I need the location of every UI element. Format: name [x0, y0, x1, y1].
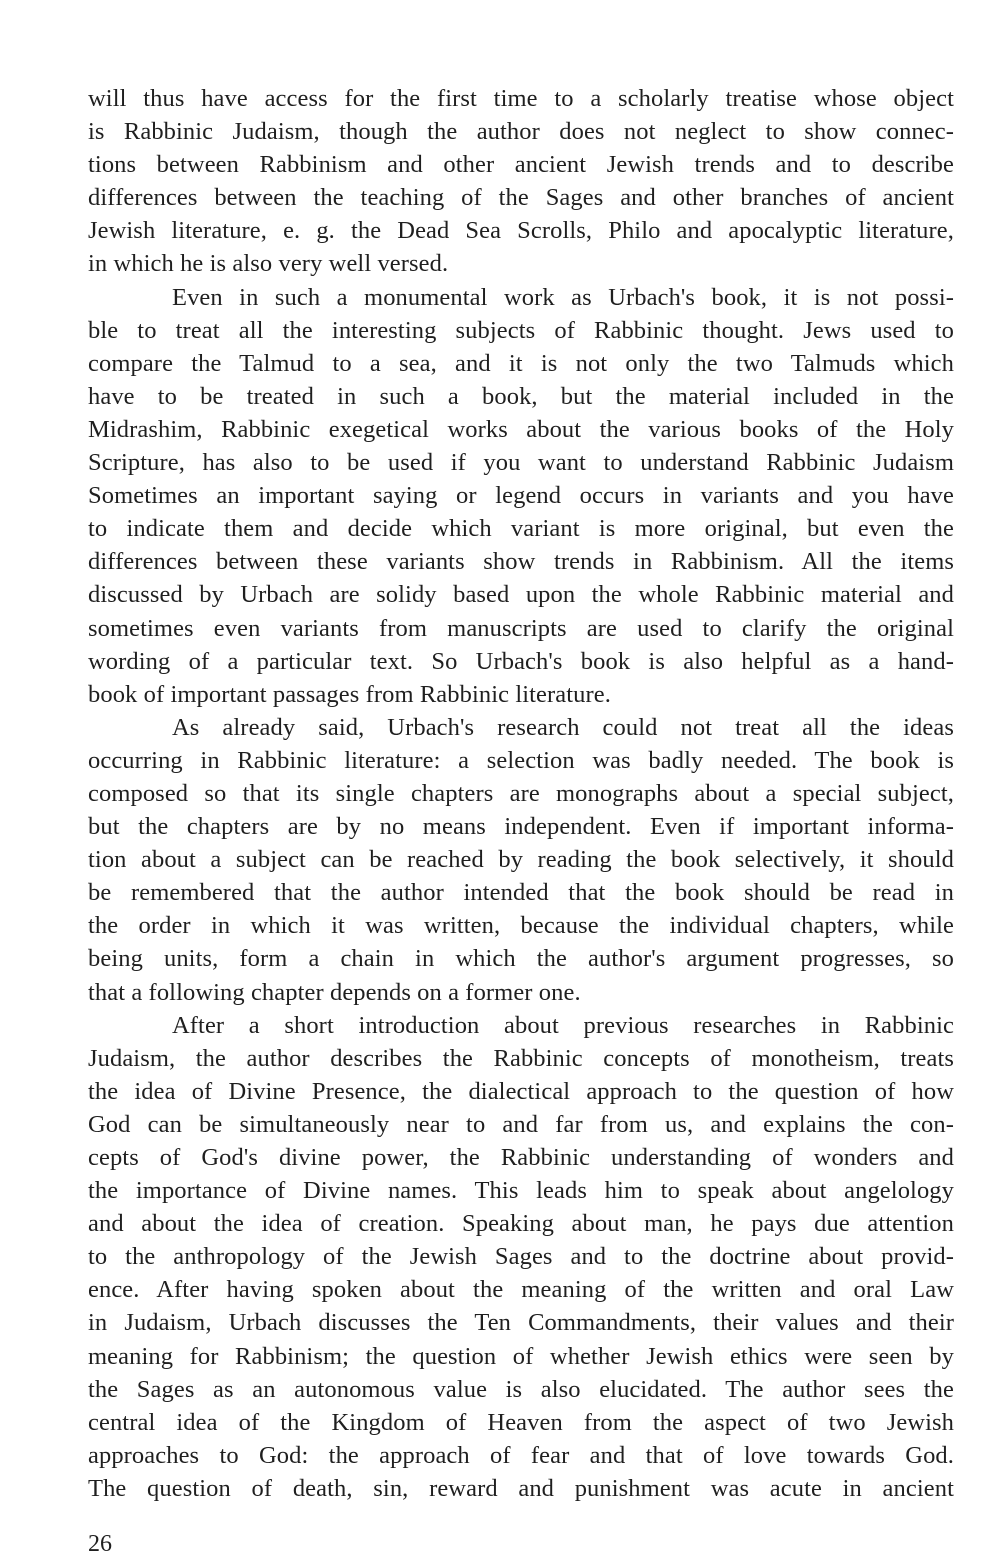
text-line: the idea of Divine Presence, the dialectical approach to the question of how	[88, 1077, 954, 1105]
text-line: tions between Rabbinism and other ancient Jewish trends and to describe	[88, 151, 954, 179]
text-line: have to be treated in such a book, but the material included in the	[88, 382, 954, 410]
paragraph-4	[88, 1009, 954, 1505]
text-line: compare the Talmud to a sea, and it is not only the two Talmuds which	[88, 349, 954, 377]
text-line: the order in which it was written, because the individual chapters, while	[88, 912, 954, 940]
page-body	[88, 82, 954, 1505]
text-line: discussed by Urbach are solidy based upon the whole Rabbinic material and	[88, 581, 954, 609]
text-line: wording of a particular text. So Urbach's book is also helpful as a hand-	[88, 647, 954, 675]
text-line: sometimes even variants from manuscripts are used to clarify the original	[88, 614, 954, 642]
text-line: The question of death, sin, reward and punishment was acute in ancient	[88, 1474, 954, 1502]
text-line: will thus have access for the first time to a scholarly treatise whose object	[88, 85, 954, 112]
text-line: to indicate them and decide which variant is more original, but even the	[88, 515, 954, 543]
page-number: 26	[88, 1531, 112, 1557]
text-line: Scripture, has also to be used if you want to understand Rabbinic Judaism	[88, 449, 954, 477]
text-line: ence. After having spoken about the meaning of the written and oral Law	[88, 1276, 954, 1304]
text-line: the Sages as an autonomous value is also elucidated. The author sees the	[88, 1375, 954, 1403]
text-line: in which he is also very well versed.	[88, 250, 449, 278]
text-line: meaning for Rabbinism; the question of whether Jewish ethics were seen by	[88, 1342, 954, 1370]
text-line: is Rabbinic Judaism, though the author does not neglect to show connec-	[88, 118, 954, 146]
text-line: As already said, Urbach's research could not treat all the ideas	[172, 713, 954, 741]
text-line: God can be simultaneously near to and far from us, and explains the con-	[88, 1110, 954, 1138]
text-line: After a short introduction about previous researches in Rabbinic	[172, 1011, 954, 1039]
text-line: differences between the teaching of the Sages and other branches of ancient	[88, 184, 954, 212]
text-line: to the anthropology of the Jewish Sages and to the doctrine about provid-	[88, 1243, 954, 1271]
text-line: approaches to God: the approach of fear and that of love towards God.	[88, 1441, 954, 1469]
text-line: differences between these variants show trends in Rabbinism. All the items	[88, 548, 954, 576]
paragraph-1	[88, 82, 954, 281]
paragraph-2	[88, 281, 954, 711]
text-line: book of important passages from Rabbinic literature.	[88, 680, 611, 708]
text-line: Jewish literature, e. g. the Dead Sea Scrolls, Philo and apocalyptic literature,	[88, 217, 954, 245]
text-line: the importance of Divine names. This leads him to speak about angelology	[88, 1177, 954, 1205]
text-line: being units, form a chain in which the author's argument progresses, so	[88, 945, 954, 973]
text-line: be remembered that the author intended that the book should be read in	[88, 879, 954, 907]
text-line: tion about a subject can be reached by reading the book selectively, it should	[88, 846, 954, 874]
text-line: central idea of the Kingdom of Heaven from the aspect of two Jewish	[88, 1408, 954, 1436]
text-line: Sometimes an important saying or legend occurs in variants and you have	[88, 482, 954, 510]
text-line: Midrashim, Rabbinic exegetical works about the various books of the Holy	[88, 415, 954, 443]
text-line: composed so that its single chapters are monographs about a special subject,	[88, 779, 954, 807]
text-line: Even in such a monumental work as Urbach's book, it is not possi-	[172, 283, 954, 311]
text-line: and about the idea of creation. Speaking about man, he pays due attention	[88, 1210, 954, 1238]
text-line: but the chapters are by no means independent. Even if important informa-	[88, 813, 954, 841]
text-line: that a following chapter depends on a former one.	[88, 978, 581, 1006]
text-line: ble to treat all the interesting subjects of Rabbinic thought. Jews used to	[88, 316, 954, 344]
text-line: in Judaism, Urbach discusses the Ten Commandments, their values and their	[88, 1309, 954, 1337]
paragraph-3	[88, 711, 954, 1009]
text-line: cepts of God's divine power, the Rabbinic understanding of wonders and	[88, 1144, 954, 1171]
text-line: Judaism, the author describes the Rabbinic concepts of monotheism, treats	[88, 1044, 954, 1072]
text-line: occurring in Rabbinic literature: a selection was badly needed. The book is	[88, 746, 954, 774]
